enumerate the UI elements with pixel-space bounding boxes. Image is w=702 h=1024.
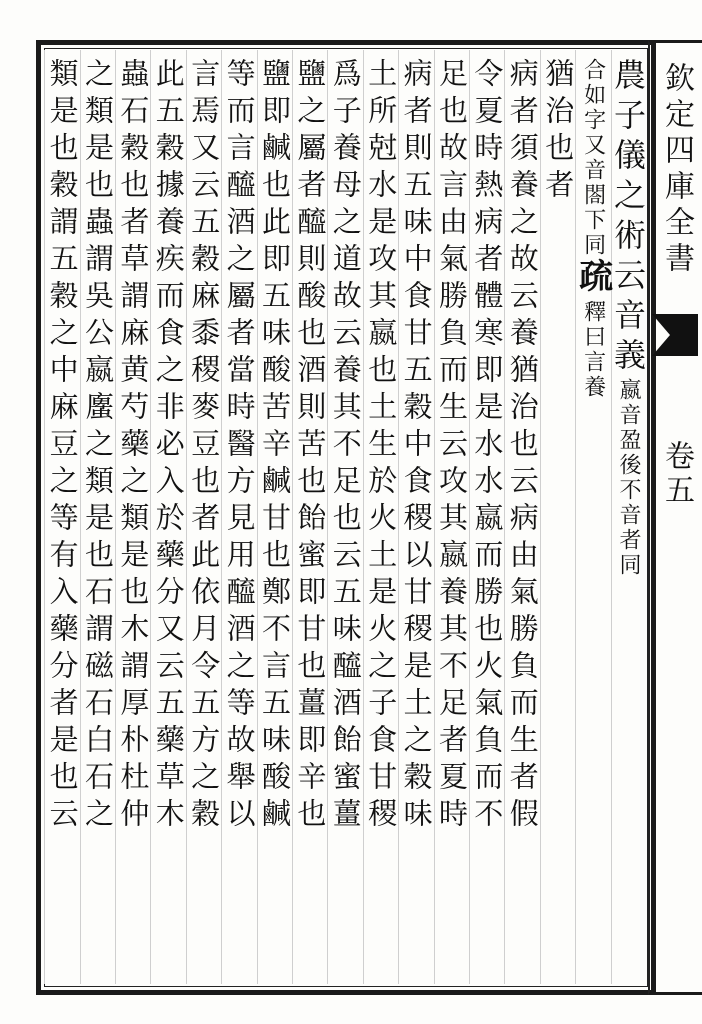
text-column [80, 58, 115, 978]
column-text: 病者則五味中食甘五穀中食稷以甘稷是土之穀味 [399, 58, 434, 835]
column-rule [257, 50, 258, 984]
column-text: 爲子養母之道故云養其不足也云五味醯酒飴蜜薑 [328, 58, 363, 835]
column-rule [575, 50, 576, 984]
text-column [44, 58, 79, 978]
text-column [572, 58, 613, 978]
column-rule [80, 50, 81, 984]
column-text: 足也故言由氣勝負而生云攻其嬴養其不足者夏時 [434, 58, 469, 835]
column-rule [469, 50, 470, 984]
text-column [469, 58, 504, 978]
column-text: 鹽之屬者醯則酸也酒則苦也飴蜜即甘也薑即辛也 [293, 58, 328, 835]
column-rule [504, 50, 505, 984]
column-text: 蟲石穀也者草謂麻黄芍藥之類是也木謂厚朴杜仲 [116, 58, 151, 835]
text-column [115, 58, 150, 978]
column-rule [221, 50, 222, 984]
text-column [504, 58, 539, 978]
column-text: 言焉又云五穀麻黍稷麥豆也者此依月令五方之穀 [187, 58, 222, 835]
fish-tail-mark-icon [650, 312, 700, 358]
text-column [434, 58, 469, 978]
column-rule [327, 50, 328, 984]
text-column [221, 58, 256, 978]
column-text: 令夏時熱病者體寒即是水水嬴而勝也火氣負而不 [470, 58, 505, 835]
column-text: 土所尅水是攻其嬴也土生於火土是火之子食甘稷 [364, 58, 399, 835]
text-column [540, 58, 575, 978]
commentary-marker: 疏 [572, 258, 613, 300]
column-rule [292, 50, 293, 984]
library-title: 欽定四庫全書 [659, 62, 694, 278]
text-column [327, 58, 362, 978]
text-column [257, 58, 292, 978]
column-rule [186, 50, 187, 984]
column-rule [434, 50, 435, 984]
column-rule [363, 50, 364, 984]
juan-number: 卷五 [659, 440, 694, 508]
text-column [608, 58, 647, 978]
annotation-text: 嬴音盈後不音者同 [615, 378, 641, 578]
column-text: 鹽即鹹也此即五味酸苦辛鹹甘也鄭不言五味酸鹹 [257, 58, 292, 835]
annotation-text: 釋曰言養 [580, 300, 606, 400]
column-text: 此五穀據養疾而食之非必入於藥分又云五藥草木 [151, 58, 186, 835]
column-rule [150, 50, 151, 984]
column-text: 猶治也者 [541, 58, 576, 206]
column-text: 之類是也蟲謂吳公嬴螷之類是也石謂磁石白石之 [80, 58, 115, 835]
text-column [292, 58, 327, 978]
text-column [398, 58, 433, 978]
column-rule [398, 50, 399, 984]
column-text: 等而言醯酒之屬者當時醫方見用醯酒之等故舉以 [222, 58, 257, 835]
column-text: 病者須養之故云養猶治也云病由氣勝負而生者假 [505, 58, 540, 835]
column-rule [115, 50, 116, 984]
annotation-text: 合如字又音閤下同 [580, 58, 606, 258]
column-rule [540, 50, 541, 984]
text-column [186, 58, 221, 978]
column-rule [611, 50, 612, 984]
heading-text: 農子儀之術云 [608, 58, 647, 298]
column-text: 類是也穀謂五穀之中麻豆之等有入藥分者是也云 [45, 58, 80, 835]
text-column [363, 58, 398, 978]
heading-text: 音義 [608, 298, 647, 378]
column-rule [44, 50, 45, 984]
text-column [150, 58, 185, 978]
